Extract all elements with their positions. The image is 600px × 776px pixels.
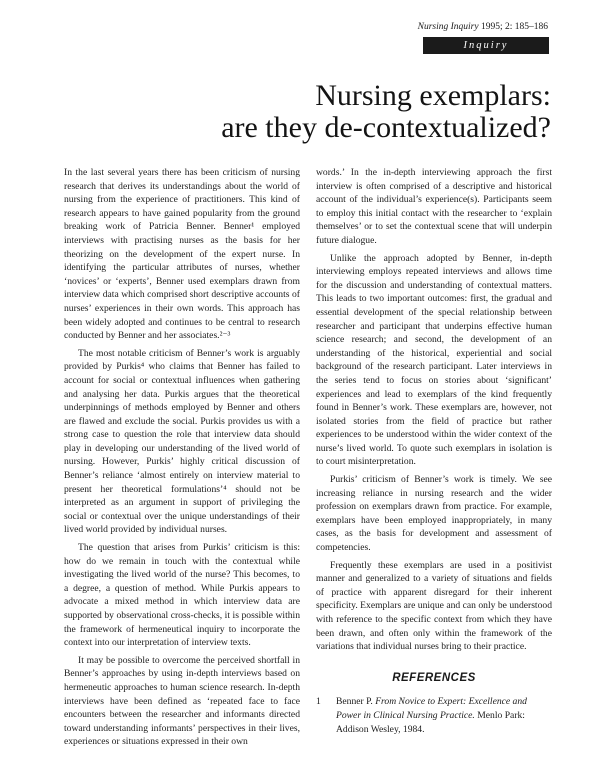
paragraph: The most notable criticism of Benner’s work is arguably provided by Purkis⁴ who claims that Benner has failed to account for social or contextual influences when gathering and analysing her data. Purkis argues that the theoretical underpinnings of methods employed by Benner and others are flawed and exclude the social. Purkis provides us with a strong case to question the role that interview data should play in developing our understanding of the lived world of nursing. However, Purkis’ highly critical discussion of Benner’s reliance ‘almost entirely on interview material to present her theoretical formulations’⁴ should not be interpreted as an argument in support of privileging the social or contextual over the unique understandings of their lived world provided by individual nurses. xyxy=(64,347,300,536)
reference-item xyxy=(316,695,552,736)
paragraph: It may be possible to overcome the perceived shortfall in Benner’s approaches by using in-depth interviews based on hermeneutic approaches to human science research. In-depth interviews have been defined as ‘repeated face to face encounters between the researcher and informants directed toward understanding informants’ perspectives in their lives, experiences or situations expressed in their own xyxy=(64,654,300,748)
paragraph: words.’ In the in-depth interviewing approach the first interview is often comprised of a descriptive and historical account of the individual’s experience(s). Participants seem to employ this initial contact with the researcher to ‘explain themselves’ or to set the contextual scene that will underpin future dialogue. xyxy=(316,167,552,246)
paragraph: In the last several years there has been criticism of nursing research that derives its understandings about the world of nursing from the experience of practitioners. This kind of research appears to have gained popularity from the ground breaking work of Patricia Benner. Benner¹ employed interviews with practising nurses as the basis for her theorizing on the development of the expert nurse. In identifying the particular attributes of nurses, whether ‘novices’ or ‘experts’, Benner used exemplars drawn from interview data which comprised short descriptive accounts of nurses’ experiences in their own words. This approach has been widely adopted and continues to be central to research conducted by Benner and her associates.²⁻³ xyxy=(64,167,300,342)
section-label: Inquiry xyxy=(463,40,509,51)
journal-name: Nursing Inquiry xyxy=(417,22,479,32)
title-line-2: are they de-contextualized? xyxy=(221,111,551,144)
reference-number: 1 xyxy=(316,696,321,708)
paragraph: Purkis’ criticism of Benner’s work is timely. We see increasing reliance in nursing research and the wider profession on exemplars drawn from practice. For example, exemplars have been employed inappropriately, in many cases, as the basis for development and assessment of competencies. xyxy=(316,474,552,554)
section-bar xyxy=(423,37,549,54)
paragraph: Unlike the approach adopted by Benner, in-depth interviewing employs repeated interviews and allows time for the discussion and understanding of contextual matters. This leads to two important outcomes: first, the gradual and essential development of the special relationship between researcher and participant that underpins effective human science research; and second, the development of an understanding of the historical, experiential and social background of the research participant. Later interviews in the series tend to focus on stories about ‘significant’ experiences and lead to exemplars of the kind frequently found in Benner’s work. These exemplars are, however, not isolated stories from the field of practice but rather experiences to be understood within the wider context of the nurse’s lived world. To quote such exemplars in isolation is to court misinterpretation. xyxy=(316,252,552,468)
title-line-1: Nursing exemplars: xyxy=(315,79,551,112)
reference-text xyxy=(336,695,552,736)
reference-author: Benner P. xyxy=(336,696,373,708)
right-column xyxy=(316,166,552,736)
references-heading: REFERENCES xyxy=(392,671,476,684)
citation: 1995; 2: 185–186 xyxy=(480,22,548,32)
paragraph: Frequently these exemplars are used in a positivist manner and generalized to a variety of situations and fields of practice with apparent disregard for their inherent specificity. Exemplars are unique and can only be understood with reference to the specific context from which they have been drawn, and often only within the framework of the variations that individual nurses bring to their practice. xyxy=(316,559,552,653)
article-title xyxy=(131,80,551,144)
running-head xyxy=(418,22,548,32)
left-column xyxy=(64,166,300,753)
reference-publisher: Menlo Park: Addison Wesley, 1984. xyxy=(336,709,525,735)
reference-title: From Novice to Expert: Excellence and Power in Clinical Nursing Practice. xyxy=(336,696,527,721)
paragraph: The question that arises from Purkis’ criticism is this: how do we remain in touch with the contextual while investigating the lived world of the nurse? This becomes, to a degree, a question of method. While Purkis appears to advocate a mixed method in which interview data are supported by observational cross-checks, it is possible within the framework of hermeneutical inquiry to incorporate the context into our interpretation of interview texts. xyxy=(64,542,300,649)
